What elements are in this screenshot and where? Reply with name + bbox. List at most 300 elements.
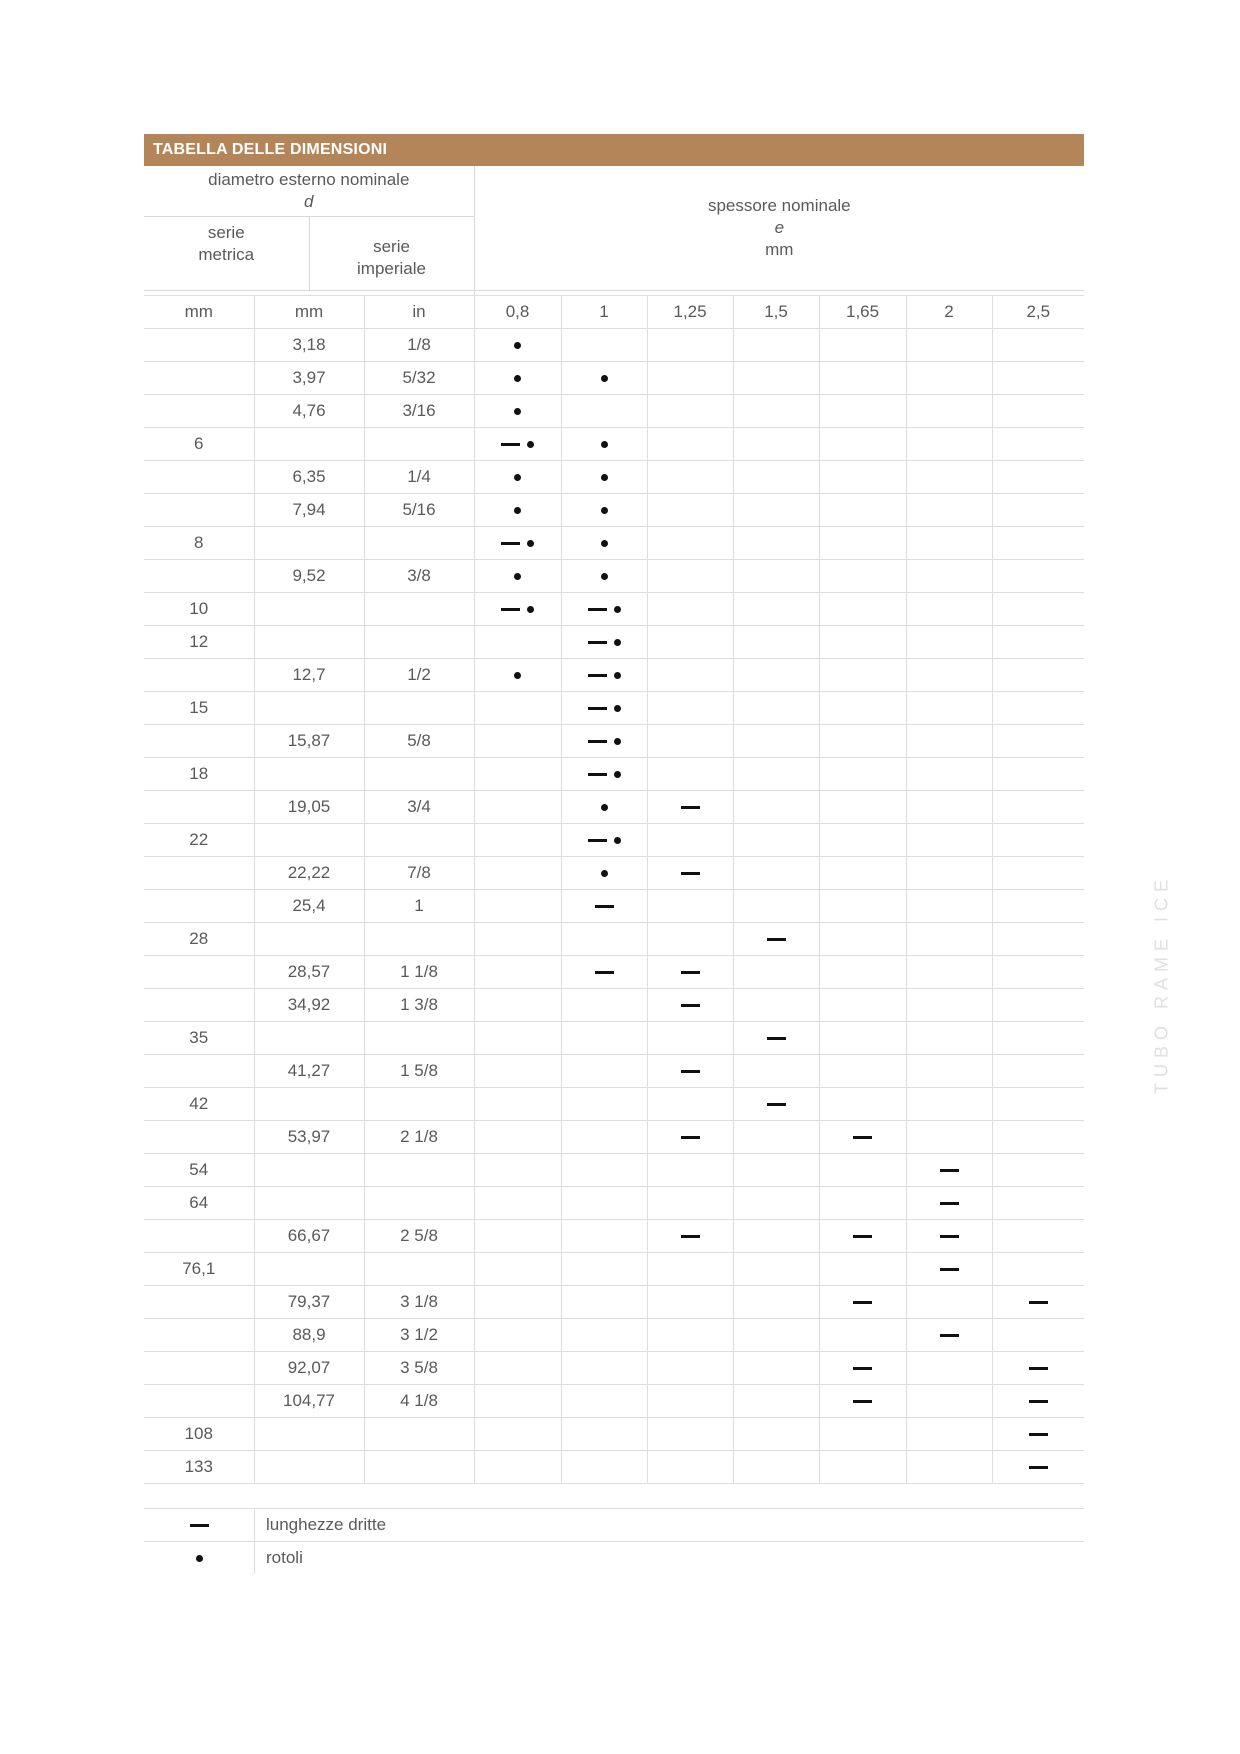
thickness-cell: [733, 592, 819, 625]
thickness-cell: [733, 625, 819, 658]
availability-mark: [681, 1070, 700, 1073]
imperial-mm-cell: [254, 1087, 364, 1120]
dash-icon: [1029, 1466, 1048, 1469]
availability-mark: [940, 1202, 959, 1205]
thickness-cell: [906, 1054, 992, 1087]
thickness-cell: [819, 856, 906, 889]
imperial-mm-cell: [254, 1417, 364, 1450]
imperial-in-cell: 1/2: [364, 658, 474, 691]
thickness-cell: [561, 1417, 647, 1450]
thickness-cell: [733, 757, 819, 790]
thickness-cell: [992, 922, 1084, 955]
imperial-mm-cell: 22,22: [254, 856, 364, 889]
thickness-cell: [819, 922, 906, 955]
thickness-cell: [906, 1384, 992, 1417]
availability-mark: [681, 872, 700, 875]
imperial-in-cell: 5/8: [364, 724, 474, 757]
thickness-cell: [474, 790, 561, 823]
thickness-cell: [819, 592, 906, 625]
thickness-cell: [992, 526, 1084, 559]
thickness-cell: [733, 691, 819, 724]
dot-icon: [514, 474, 521, 481]
thickness-cell: [733, 460, 819, 493]
table-row: [144, 1417, 1084, 1450]
thickness-cell: [561, 592, 647, 625]
table-row: [144, 724, 1084, 757]
thickness-cell: [992, 1384, 1084, 1417]
imperial-in-cell: [364, 625, 474, 658]
dot-icon: [601, 507, 608, 514]
thickness-cell: [474, 625, 561, 658]
availability-mark: [514, 375, 521, 382]
legend-label-straight: lunghezze dritte: [266, 1515, 387, 1534]
imperial-in-cell: 1: [364, 889, 474, 922]
dash-icon: [501, 443, 520, 446]
imperial-mm-cell: 53,97: [254, 1120, 364, 1153]
availability-mark: [601, 804, 608, 811]
dot-icon: [601, 870, 608, 877]
thickness-cell: [992, 328, 1084, 361]
imperial-in-cell: 1/4: [364, 460, 474, 493]
metric-diameter-cell: [144, 328, 254, 361]
thickness-col-2: 1: [561, 295, 647, 328]
imperial-in-cell: [364, 1087, 474, 1120]
imperial-mm-cell: 104,77: [254, 1384, 364, 1417]
thickness-cell: [906, 1318, 992, 1351]
thickness-cell: [647, 757, 733, 790]
thickness-cell: [733, 1021, 819, 1054]
imperial-mm-cell: [254, 427, 364, 460]
availability-mark: [853, 1367, 872, 1370]
imperial-in-cell: 5/32: [364, 361, 474, 394]
thickness-cell: [647, 1450, 733, 1483]
thickness-cell: [819, 1252, 906, 1285]
availability-mark: [588, 771, 621, 778]
availability-mark: [767, 1103, 786, 1106]
thickness-cell: [474, 658, 561, 691]
thickness-cell: [561, 955, 647, 988]
dash-icon: [940, 1268, 959, 1271]
availability-mark: [588, 639, 621, 646]
imperial-mm-cell: 34,92: [254, 988, 364, 1021]
thickness-cell: [647, 1417, 733, 1450]
metric-diameter-cell: 6: [144, 427, 254, 460]
table-row: [144, 823, 1084, 856]
availability-mark: [601, 474, 608, 481]
thickness-col-5: 1,65: [819, 295, 906, 328]
thickness-cell: [474, 757, 561, 790]
thickness-cell: [561, 790, 647, 823]
thickness-cell: [647, 1153, 733, 1186]
thickness-cell: [561, 625, 647, 658]
imperial-mm-cell: 66,67: [254, 1219, 364, 1252]
imperial-mm-cell: [254, 625, 364, 658]
table-row: [144, 955, 1084, 988]
availability-mark: [1029, 1367, 1048, 1370]
imperial-in-cell: [364, 757, 474, 790]
table-row: [144, 790, 1084, 823]
table-row: [144, 1318, 1084, 1351]
thickness-cell: [474, 1021, 561, 1054]
thickness-cell: [474, 1252, 561, 1285]
thickness-col-7: 2,5: [992, 295, 1084, 328]
thickness-cell: [474, 559, 561, 592]
thickness-cell: [733, 1186, 819, 1219]
thickness-cell: [733, 1318, 819, 1351]
thickness-cell: [819, 1384, 906, 1417]
availability-mark: [595, 971, 614, 974]
thickness-cell: [992, 1450, 1084, 1483]
availability-mark: [601, 573, 608, 580]
dash-icon: [1029, 1367, 1048, 1370]
availability-mark: [681, 1136, 700, 1139]
thickness-cell: [474, 1087, 561, 1120]
metric-diameter-cell: 15: [144, 691, 254, 724]
thickness-cell: [992, 1021, 1084, 1054]
thickness-cell: [906, 1219, 992, 1252]
dash-icon: [853, 1136, 872, 1139]
thickness-cell: [647, 856, 733, 889]
thickness-cell: [474, 394, 561, 427]
thickness-cell: [906, 1186, 992, 1219]
thickness-cell: [906, 1252, 992, 1285]
thickness-cell: [561, 1021, 647, 1054]
table-row: [144, 1054, 1084, 1087]
dash-icon: [853, 1235, 872, 1238]
thickness-cell: [819, 658, 906, 691]
imperial-mm-cell: 3,97: [254, 361, 364, 394]
availability-mark: [588, 606, 621, 613]
thickness-cell: [733, 1450, 819, 1483]
imperial-in-cell: 4 1/8: [364, 1384, 474, 1417]
thickness-cell: [992, 1153, 1084, 1186]
dash-icon: [853, 1367, 872, 1370]
thickness-cell: [561, 889, 647, 922]
thickness-cell: [561, 460, 647, 493]
thickness-cell: [992, 460, 1084, 493]
thickness-cell: [906, 592, 992, 625]
thickness-cell: [647, 1318, 733, 1351]
metric-diameter-cell: [144, 889, 254, 922]
imperial-in-cell: [364, 691, 474, 724]
imperial-in-cell: [364, 1252, 474, 1285]
table-row: [144, 1153, 1084, 1186]
thickness-cell: [992, 724, 1084, 757]
thickness-cell: [647, 955, 733, 988]
dash-icon: [940, 1334, 959, 1337]
thickness-cell: [474, 1219, 561, 1252]
availability-mark: [1029, 1433, 1048, 1436]
availability-mark: [1029, 1301, 1048, 1304]
availability-mark: [853, 1301, 872, 1304]
imperial-mm-cell: [254, 526, 364, 559]
dot-icon: [527, 441, 534, 448]
thickness-cell: [733, 559, 819, 592]
thickness-cell: [992, 427, 1084, 460]
dash-icon: [940, 1169, 959, 1172]
dash-icon: [501, 608, 520, 611]
thickness-cell: [561, 1153, 647, 1186]
imperial-in-cell: [364, 922, 474, 955]
thickness-cell: [474, 1417, 561, 1450]
thickness-cell: [561, 1120, 647, 1153]
imperial-mm-cell: 7,94: [254, 493, 364, 526]
dot-icon: [601, 375, 608, 382]
metric-diameter-cell: [144, 394, 254, 427]
metric-diameter-cell: [144, 1219, 254, 1252]
imperial-mm-cell: [254, 1186, 364, 1219]
thickness-cell: [474, 526, 561, 559]
thickness-cell: [474, 1153, 561, 1186]
imperial-mm-cell: 41,27: [254, 1054, 364, 1087]
metric-diameter-cell: [144, 1384, 254, 1417]
thickness-cell: [561, 691, 647, 724]
thickness-cell: [819, 427, 906, 460]
metric-diameter-cell: 10: [144, 592, 254, 625]
thickness-cell: [733, 889, 819, 922]
thickness-cell: [992, 1417, 1084, 1450]
thickness-cell: [474, 460, 561, 493]
imperial-in-cell: 3/8: [364, 559, 474, 592]
thickness-cell: [906, 1021, 992, 1054]
thickness-cell: [819, 493, 906, 526]
imperial-in-cell: 1 3/8: [364, 988, 474, 1021]
thickness-cell: [906, 394, 992, 427]
thickness-cell: [733, 1384, 819, 1417]
thickness-cell: [819, 823, 906, 856]
table-row: [144, 922, 1084, 955]
metric-diameter-cell: [144, 955, 254, 988]
table-row: [144, 592, 1084, 625]
thickness-cell: [561, 988, 647, 1021]
thickness-cell: [906, 1450, 992, 1483]
metric-diameter-cell: 28: [144, 922, 254, 955]
thickness-cell: [992, 955, 1084, 988]
dash-icon: [588, 773, 607, 776]
imperial-mm-cell: 4,76: [254, 394, 364, 427]
availability-mark: [588, 672, 621, 679]
imperial-in-cell: 2 1/8: [364, 1120, 474, 1153]
thickness-cell: [647, 361, 733, 394]
unit-imperial-mm: mm: [254, 295, 364, 328]
thickness-cell: [992, 856, 1084, 889]
metric-diameter-cell: [144, 1351, 254, 1384]
thickness-header: [474, 166, 1084, 290]
thickness-cell: [992, 1120, 1084, 1153]
thickness-cell: [819, 955, 906, 988]
thickness-cell: [561, 1450, 647, 1483]
thickness-cell: [819, 889, 906, 922]
imperial-mm-cell: [254, 1153, 364, 1186]
imperial-mm-cell: 88,9: [254, 1318, 364, 1351]
imperial-mm-cell: 19,05: [254, 790, 364, 823]
unit-imperial-in: in: [364, 295, 474, 328]
metric-diameter-cell: [144, 856, 254, 889]
availability-mark: [588, 705, 621, 712]
thickness-cell: [733, 1417, 819, 1450]
dash-icon: [681, 872, 700, 875]
thickness-cell: [561, 526, 647, 559]
dash-icon: [940, 1202, 959, 1205]
dash-icon: [501, 542, 520, 545]
thickness-cell: [561, 1318, 647, 1351]
imperial-in-cell: [364, 1021, 474, 1054]
thickness-cell: [561, 1219, 647, 1252]
imperial-in-cell: 1 1/8: [364, 955, 474, 988]
thickness-cell: [906, 790, 992, 823]
thickness-cell: [561, 757, 647, 790]
dot-icon: [601, 573, 608, 580]
dash-icon: [588, 674, 607, 677]
dot-icon: [514, 573, 521, 580]
thickness-cell: [819, 1087, 906, 1120]
thickness-cell: [906, 625, 992, 658]
thickness-cell: [474, 856, 561, 889]
thickness-cell: [647, 658, 733, 691]
thickness-cell: [561, 328, 647, 361]
thickness-cell: [733, 922, 819, 955]
thickness-cell: [906, 922, 992, 955]
metric-diameter-cell: 64: [144, 1186, 254, 1219]
table-row: [144, 328, 1084, 361]
thickness-cell: [819, 1351, 906, 1384]
thickness-cell: [992, 1318, 1084, 1351]
dot-icon: [601, 441, 608, 448]
thickness-cell: [992, 625, 1084, 658]
diameter-title: diametro esterno nominale: [208, 169, 410, 189]
dot-icon: [514, 408, 521, 415]
imperial-in-cell: 1 5/8: [364, 1054, 474, 1087]
dimensions-sheet: [144, 134, 1084, 1484]
dot-icon: [614, 672, 621, 679]
thickness-cell: [474, 1054, 561, 1087]
dot-icon: [614, 705, 621, 712]
thickness-cell: [906, 856, 992, 889]
imperial-in-cell: [364, 1186, 474, 1219]
dash-icon: [681, 971, 700, 974]
thickness-cell: [992, 1054, 1084, 1087]
dot-icon: [514, 672, 521, 679]
thickness-cell: [561, 1351, 647, 1384]
thickness-cell: [647, 559, 733, 592]
thickness-cell: [647, 493, 733, 526]
dash-icon: [681, 1004, 700, 1007]
metric-diameter-cell: 76,1: [144, 1252, 254, 1285]
metric-diameter-cell: 18: [144, 757, 254, 790]
thickness-cell: [906, 427, 992, 460]
table-row: [144, 1351, 1084, 1384]
availability-mark: [514, 342, 521, 349]
thickness-cell: [647, 1384, 733, 1417]
dash-icon: [767, 1103, 786, 1106]
thickness-cell: [474, 988, 561, 1021]
imperial-mm-cell: 79,37: [254, 1285, 364, 1318]
thickness-cell: [992, 493, 1084, 526]
dash-icon: [767, 938, 786, 941]
dash-icon: [1029, 1301, 1048, 1304]
thickness-cell: [647, 823, 733, 856]
thickness-cell: [992, 691, 1084, 724]
imperial-mm-cell: 28,57: [254, 955, 364, 988]
thickness-cell: [474, 328, 561, 361]
thickness-cell: [733, 427, 819, 460]
imperial-mm-cell: [254, 691, 364, 724]
diameter-header: [144, 166, 474, 216]
table-row: [144, 1120, 1084, 1153]
availability-mark: [940, 1169, 959, 1172]
thickness-cell: [647, 1351, 733, 1384]
dash-icon: [767, 1037, 786, 1040]
thickness-col-1: 0,8: [474, 295, 561, 328]
thickness-cell: [733, 1087, 819, 1120]
imperial-mm-cell: 3,18: [254, 328, 364, 361]
availability-mark: [601, 507, 608, 514]
dash-icon: [588, 707, 607, 710]
availability-mark: [514, 408, 521, 415]
imperial-in-cell: 3/16: [364, 394, 474, 427]
metric-diameter-cell: 108: [144, 1417, 254, 1450]
thickness-cell: [992, 1252, 1084, 1285]
thickness-cell: [647, 1087, 733, 1120]
availability-mark: [588, 837, 621, 844]
dash-icon: [940, 1235, 959, 1238]
thickness-cell: [819, 1450, 906, 1483]
thickness-cell: [561, 493, 647, 526]
thickness-cell: [733, 658, 819, 691]
dash-icon: [681, 1235, 700, 1238]
metric-series-header: [144, 216, 309, 290]
thickness-cell: [647, 1285, 733, 1318]
table-row: [144, 1186, 1084, 1219]
thickness-cell: [992, 1219, 1084, 1252]
diameter-symbol: d: [304, 191, 314, 211]
table-title: TABELLA DELLE DIMENSIONI: [144, 134, 1084, 166]
dash-icon: [681, 1136, 700, 1139]
dot-icon: [601, 804, 608, 811]
imperial-mm-cell: 9,52: [254, 559, 364, 592]
imperial-mm-cell: 92,07: [254, 1351, 364, 1384]
imperial-in-cell: 3 1/2: [364, 1318, 474, 1351]
thickness-cell: [561, 394, 647, 427]
availability-mark: [940, 1334, 959, 1337]
thickness-cell: [647, 1219, 733, 1252]
availability-mark: [601, 375, 608, 382]
thickness-col-3: 1,25: [647, 295, 733, 328]
thickness-cell: [561, 724, 647, 757]
thickness-cell: [992, 394, 1084, 427]
thickness-cell: [474, 823, 561, 856]
metric-diameter-cell: [144, 1120, 254, 1153]
thickness-cell: [647, 328, 733, 361]
thickness-cell: [733, 493, 819, 526]
metric-diameter-cell: 35: [144, 1021, 254, 1054]
thickness-col-4: 1,5: [733, 295, 819, 328]
table-row: [144, 1252, 1084, 1285]
availability-mark: [767, 938, 786, 941]
thickness-cell: [992, 757, 1084, 790]
thickness-cell: [474, 955, 561, 988]
thickness-cell: [474, 427, 561, 460]
thickness-cell: [561, 922, 647, 955]
table-row: [144, 1021, 1084, 1054]
thickness-cell: [733, 1054, 819, 1087]
thickness-cell: [561, 1186, 647, 1219]
thickness-cell: [474, 724, 561, 757]
thickness-cell: [474, 922, 561, 955]
imperial-in-cell: [364, 823, 474, 856]
imperial-in-cell: [364, 592, 474, 625]
thickness-cell: [474, 493, 561, 526]
